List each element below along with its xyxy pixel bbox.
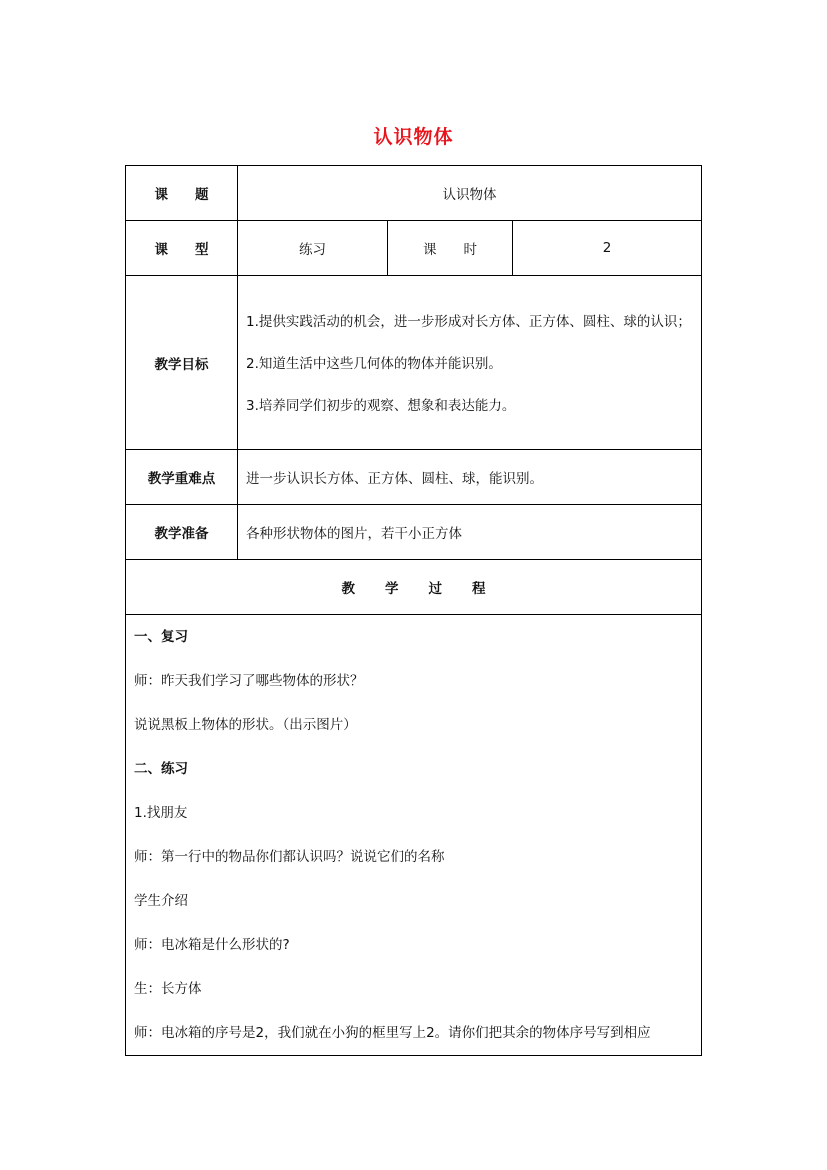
process-line: 一、复习 [134, 629, 188, 645]
row-key-points [126, 450, 702, 505]
row-goals [126, 276, 702, 450]
process-heading: 教学过程 [126, 560, 702, 615]
type-label: 课 型 [126, 221, 238, 276]
row-process [126, 615, 702, 1056]
goal-item-3: 3.培养同学们初步的观察、想象和表达能力。 [246, 397, 516, 414]
preparation-label: 教学准备 [126, 505, 238, 560]
process-line: 学生介绍 [134, 893, 188, 909]
lesson-plan-table [125, 165, 702, 1056]
process-line: 师：电冰箱是什么形状的? [134, 937, 290, 953]
period-value: 2 [513, 221, 702, 276]
goal-item-2: 2.知道生活中这些几何体的物体并能识别。 [246, 355, 502, 372]
document-title: 认识物体 [373, 126, 454, 148]
process-line: 生：长方体 [134, 981, 202, 997]
type-value: 练习 [238, 221, 388, 276]
preparation-value: 各种形状物体的图片，若干小正方体 [238, 505, 702, 560]
key-points-value: 进一步认识长方体、正方体、圆柱、球，能识别。 [238, 450, 702, 505]
period-label: 课 时 [388, 221, 513, 276]
process-content [126, 615, 702, 1056]
process-line: 师：电冰箱的序号是2，我们就在小狗的框里写上2。请你们把其余的物体序号写到相应 [134, 1025, 651, 1041]
row-topic [126, 166, 702, 221]
goals-content [238, 276, 702, 450]
row-type [126, 221, 702, 276]
topic-label: 课 题 [126, 166, 238, 221]
process-line: 说说黑板上物体的形状。（出示图片） [134, 717, 357, 733]
goals-label: 教学目标 [126, 276, 238, 450]
row-process-heading [126, 560, 702, 615]
process-line: 师：第一行中的物品你们都认识吗？说说它们的名称 [134, 849, 445, 865]
process-line: 师：昨天我们学习了哪些物体的形状？ [134, 673, 364, 689]
process-line: 二、练习 [134, 761, 188, 777]
goal-item-1: 1.提供实践活动的机会，进一步形成对长方体、正方体、圆柱、球的认识； [246, 313, 691, 330]
row-preparation [126, 505, 702, 560]
topic-value: 认识物体 [238, 166, 702, 221]
process-line: 1.找朋友 [134, 805, 188, 821]
key-points-label: 教学重难点 [126, 450, 238, 505]
